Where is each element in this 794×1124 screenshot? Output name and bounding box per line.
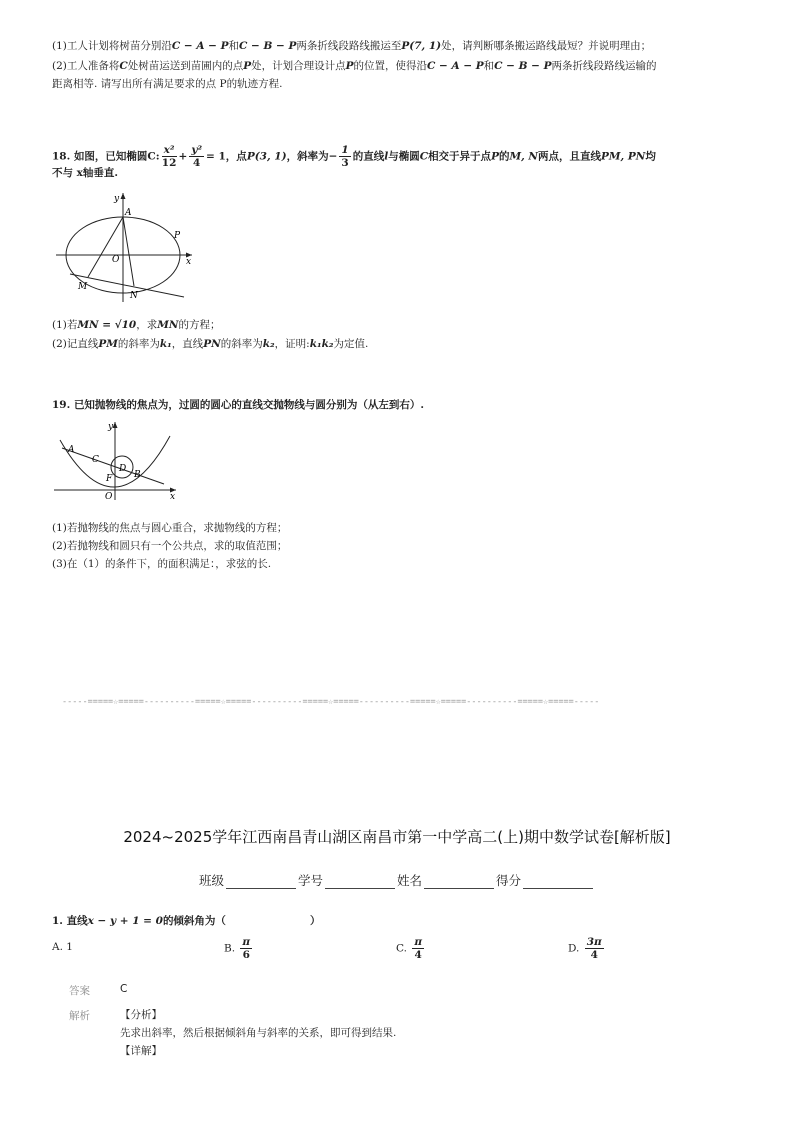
name-blank[interactable] xyxy=(424,876,494,889)
segment-am xyxy=(88,217,123,277)
frac-x2-12: $\frac{\text{x²}}{12}$ xyxy=(161,144,177,169)
student-info-row xyxy=(0,871,794,889)
name-label: 姓名 xyxy=(397,873,423,888)
analysis-label: 解析 xyxy=(69,1010,90,1022)
q19-part2: (2)若抛物线和圆只有一个公共点，求的取值范围； xyxy=(52,540,288,552)
q17-part2-line2: 距离相等. 请写出所有满足要求的点 P的轨迹方程. xyxy=(52,78,283,90)
q1-stem: 1. 直线x − y + 1 = 0的倾斜角为（ ） xyxy=(52,915,321,927)
option-d[interactable]: D. $\frac{3\pi}{4}$ xyxy=(568,936,602,961)
id-label: 学号 xyxy=(297,873,323,888)
label-c: C xyxy=(92,455,99,465)
page-separator: -----=====☆=====----------=====☆=====----------=====☆=====----------=====☆=====----------=====☆=====----- xyxy=(62,697,600,707)
q19-part3: (3)在（1）的条件下，的面积满足：，求弦的长. xyxy=(52,558,272,570)
option-c[interactable]: C. $\frac{\pi}{4}$ xyxy=(396,936,423,961)
class-blank[interactable] xyxy=(226,876,296,889)
y-axis-arrow xyxy=(121,193,126,199)
q17-part2: (2)工人准备将C处树苗运送到苗圃内的点P处，计划合理设计点P的位置，使得沿C − A − P和C − B − P两条折线段路线运输的 xyxy=(52,60,657,72)
label-o: O xyxy=(112,255,120,265)
label-o: O xyxy=(105,492,113,502)
label-a: A xyxy=(68,445,75,455)
q17-part1: (1)工人计划将树苗分别沿C − A − P和C − B − P两条折线段路线搬运至P(7, 1)处，请判断哪条搬运路线最短？并说明理由； xyxy=(52,40,652,52)
id-blank[interactable] xyxy=(325,876,395,889)
label-f: F xyxy=(106,474,113,484)
segment-an xyxy=(123,217,134,286)
label-a: A xyxy=(125,208,132,218)
q18-stem: 18. 如图，已知椭圆C: $\frac{\text{x²}}{12}$ + $\frac{\text{y²}}{4}$ = 1，点P(3, 1)，斜率为− $\frac{1}{3}$ 的直线l与椭圆C相交于异于点P的M, N两点，且直线PM, PN均 xyxy=(52,144,656,169)
score-blank[interactable] xyxy=(523,876,593,889)
frac-y2-4: $\frac{\text{y²}}{4}$ xyxy=(191,144,203,169)
label-y: y xyxy=(114,194,120,204)
q18-ellipse-figure xyxy=(52,190,202,305)
class-label: 班级 xyxy=(198,873,224,888)
label-x: x xyxy=(186,257,192,267)
q19-stem: 19. 已知抛物线的焦点为，过圆的圆心的直线交抛物线与圆分别为（从左到右）. xyxy=(52,399,425,411)
q18-part1: (1)若MN = √10，求MN的方程； xyxy=(52,319,221,331)
answer-label: 答案 xyxy=(69,985,90,997)
label-b: B xyxy=(134,470,141,480)
label-p: P xyxy=(174,231,181,241)
q19-part1: (1)若抛物线的焦点与圆心重合，求抛物线的方程； xyxy=(52,522,288,534)
q18-part2: (2)记直线PM的斜率为k₁，直线PN的斜率为k₂，证明:k₁k₂为定值. xyxy=(52,338,369,350)
exam-title: 2024~2025学年江西南昌青山湖区南昌市第一中学高二(上)期中数学试卷[解析版] xyxy=(123,828,671,846)
y-axis-arrow xyxy=(113,422,118,428)
detail-head: 【详解】 xyxy=(120,1045,162,1057)
score-label: 得分 xyxy=(496,873,522,888)
label-n: N xyxy=(130,291,138,301)
label-m: M xyxy=(78,282,88,292)
q19-parabola-figure xyxy=(52,418,182,503)
answer-value: C xyxy=(120,983,128,995)
analysis-head: 【分析】 xyxy=(120,1009,162,1021)
option-a[interactable]: A. 1 xyxy=(52,941,73,953)
label-d: D xyxy=(119,464,127,474)
analysis-text: 先求出斜率，然后根据倾斜角与斜率的关系，即可得到结果. xyxy=(120,1027,397,1039)
option-b[interactable]: B. $\frac{\pi}{6}$ xyxy=(224,936,251,961)
q18-stem-line2: 不与 x轴垂直. xyxy=(52,167,119,179)
label-y: y xyxy=(108,422,114,432)
label-x: x xyxy=(170,492,176,502)
frac-1-3: $\frac{1}{3}$ xyxy=(341,144,349,169)
